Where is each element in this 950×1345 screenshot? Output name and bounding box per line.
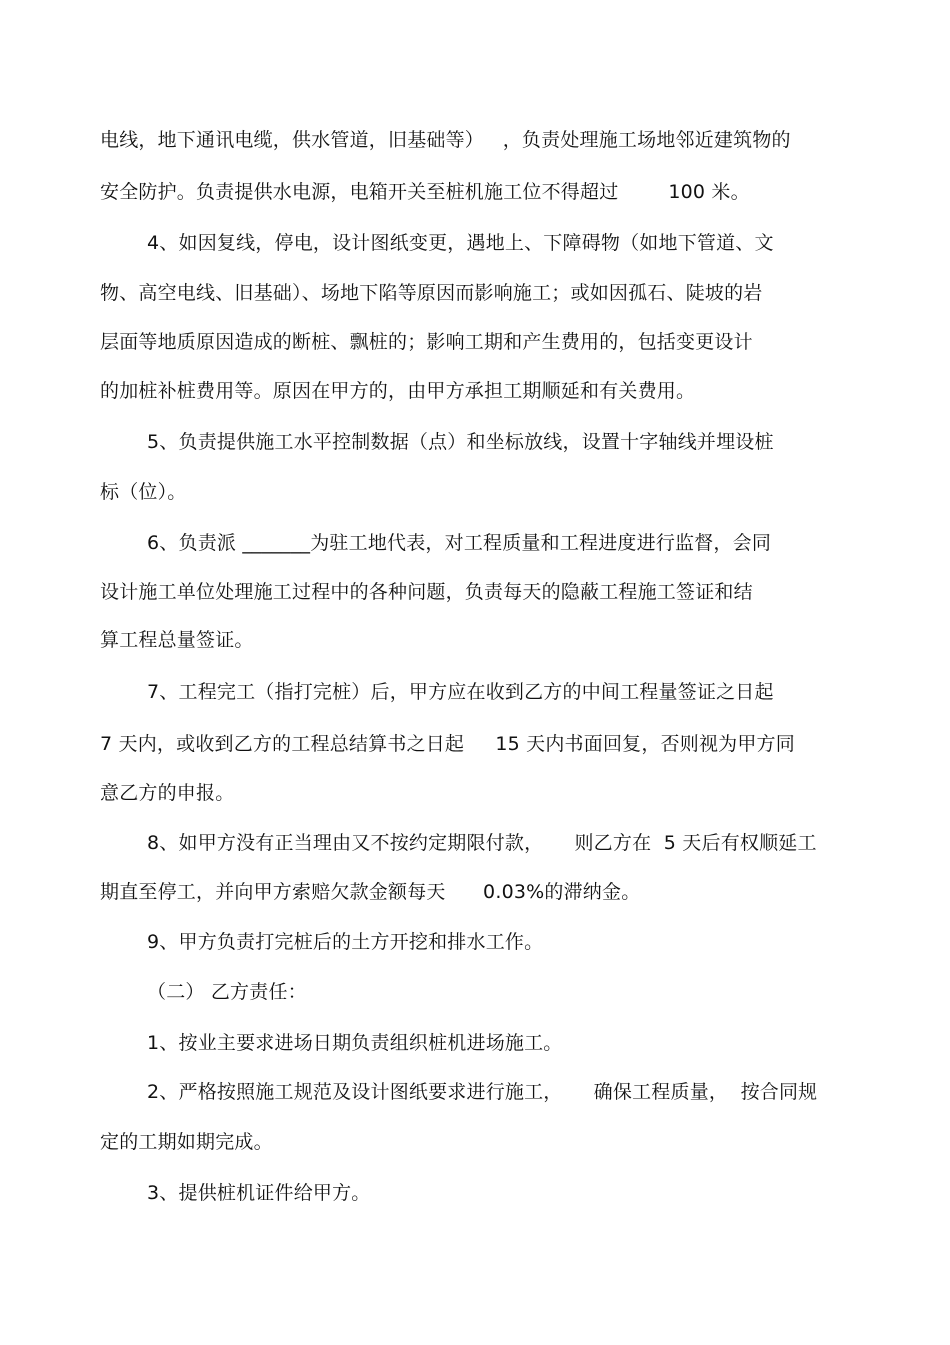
text-line: 4、如因复线，停电，设计图纸变更，遇地上、下障碍物（如地下管道、文	[147, 232, 774, 254]
text-line: 的加桩补桩费用等。原因在甲方的，由甲方承担工期顺延和有关费用。	[100, 380, 696, 402]
text-line: 定的工期如期完成。	[100, 1131, 273, 1153]
text-line: 设计施工单位处理施工过程中的各种问题，负责每天的隐蔽工程施工签证和结	[100, 581, 753, 603]
text-line: 9、甲方负责打完桩后的土方开挖和排水工作。	[147, 931, 544, 953]
text-line: 2、严格按照施工规范及设计图纸要求进行施工， 确保工程质量， 按合同规	[147, 1081, 818, 1103]
section-heading: （二） 乙方责任：	[147, 981, 307, 1003]
text-line: 8、如甲方没有正当理由又不按约定期限付款， 则乙方在 5 天后有权顺延工	[147, 832, 817, 854]
text-line: 6、负责派 _______为驻工地代表，对工程质量和工程进度进行监督，会同	[147, 532, 772, 554]
text-line: 7、工程完工（指打完桩）后，甲方应在收到乙方的中间工程量签证之日起	[147, 681, 774, 703]
text-line: 电线，地下通讯电缆，供水管道，旧基础等） ，负责处理施工场地邻近建筑物的	[100, 129, 791, 151]
text-line: 标（位）。	[100, 481, 187, 503]
text-line: 意乙方的申报。	[100, 782, 235, 804]
text-line: 安全防护。负责提供水电源，电箱开关至桩机施工位不得超过 100 米。	[100, 181, 750, 203]
text-line: 算工程总量签证。	[100, 629, 254, 651]
text-line: 期直至停工，并向甲方索赔欠款金额每天 0.03%的滞纳金。	[100, 881, 641, 903]
text-line: 5、负责提供施工水平控制数据（点）和坐标放线，设置十字轴线并埋设桩	[147, 431, 774, 453]
text-line: 物、高空电线、旧基础）、场地下陷等原因而影响施工；或如因孤石、陡坡的岩	[100, 282, 763, 304]
text-line: 层面等地质原因造成的断桩、飘桩的；影响工期和产生费用的，包括变更设计	[100, 331, 753, 353]
text-line: 7 天内，或收到乙方的工程总结算书之日起 15 天内书面回复，否则视为甲方同	[100, 733, 795, 755]
text-line: 3、提供桩机证件给甲方。	[147, 1182, 371, 1204]
text-line: 1、按业主要求进场日期负责组织桩机进场施工。	[147, 1032, 563, 1054]
